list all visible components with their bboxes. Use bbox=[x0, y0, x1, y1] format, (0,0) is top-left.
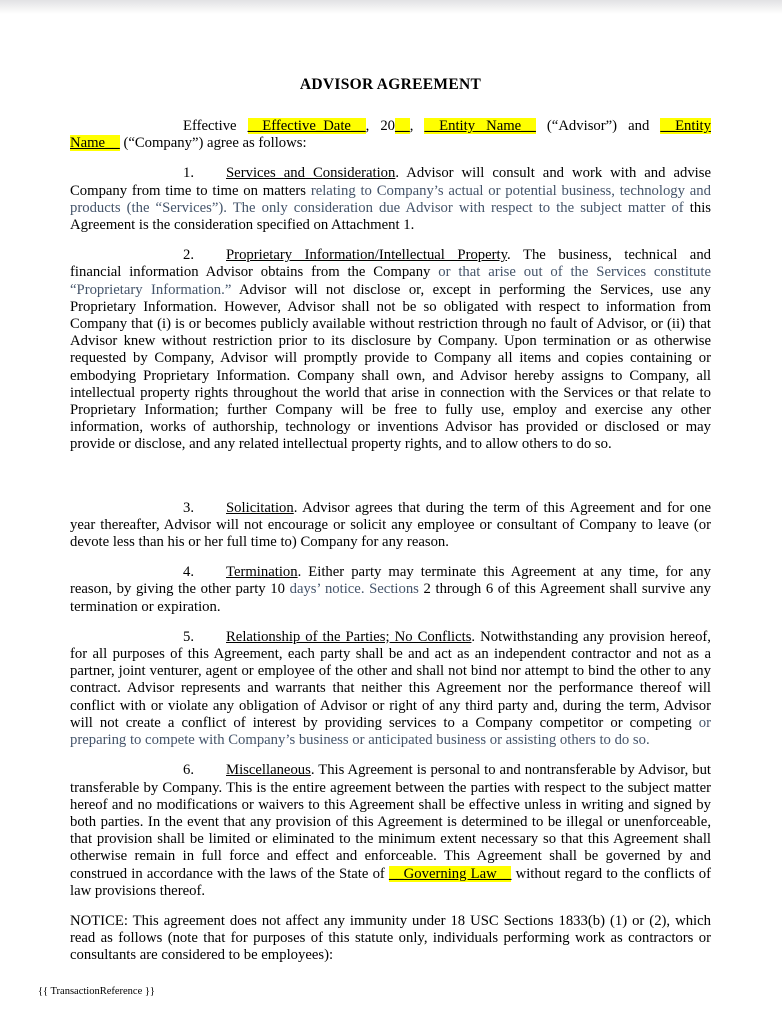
section-2-proprietary-information bbox=[70, 247, 711, 453]
text-run: . Advisor agrees that during the term of this Agreement and for one year thereafter, Advisor will not encourage or solicit any employee or consultant of Company to leave (or devote less than his or her full time to) Company for any reason. bbox=[70, 499, 711, 551]
text-run: (“Company”) agree as follows: bbox=[119, 135, 307, 152]
text-run: Advisor will not disclose or, except in performing the Services, use any Proprietary Information. However, Advisor shall not be so obligated with respect to information from Company that (i) is or becomes publicly available without restriction through no fault of Advisor, or (ii) that Advisor knew without restriction prior to its disclosure by Company. Upon termination or as otherwise requested by Company, Advisor will promptly provide to Company all items and copies containing or embodying Proprietary Information. Company shall own, and Advisor hereby assigns to Company, all intellectual property rights throughout the world that arise in connection with the Services or that relate to Proprietary Information; further Company will be free to fully use, employ and exercise any other information, works of authorship, technology or inventions Advisor has provided or disclosed or may provide or disclose, and any related intellectual property rights, and to allow others to do so. bbox=[70, 281, 711, 453]
text-run: days’ notice. Sections bbox=[289, 581, 419, 598]
effective-date-field[interactable]: __Effective_Date__ bbox=[247, 118, 366, 134]
section-heading: Miscellaneous bbox=[226, 762, 311, 779]
text-run: NOTICE: This agreement does not affect any immunity under 18 USC Sections 1833(b) (1) or (2), which read as follows (note that for purposes of this statute only, individuals performing work as contractors or consultants are considered to be employees): bbox=[70, 912, 711, 964]
transaction-reference: {{ TransactionReference }} bbox=[38, 986, 155, 997]
text-run: . Either party may terminate this Agreement at any time, for any reason, by giving the other party 10 bbox=[70, 564, 711, 598]
text-run: relating to Company’s actual or potential business, technology and products (the “Services”). The only consideration due Advisor with respect to the subject matter of bbox=[70, 182, 711, 216]
document-title: ADVISOR AGREEMENT bbox=[299, 76, 482, 93]
section-number: 4. bbox=[183, 564, 195, 581]
text-run: . The business, technical and financial information Advisor obtains from the Company bbox=[70, 247, 712, 281]
text-run: . Notwithstanding any provision hereof, for all purposes of this Agreement, each party shall be and act as an independent contractor and not as a partner, joint venturer, agent or employee of the other and shall not bind nor attempt to bind the other to any contract. Advisor represents and warrants that neither this Agreement nor the performance thereof will conflict with or violate any obligation of Advisor or right of any third party and, during the term, Advisor will not create a conflict of interest by providing services to a Company competitor or competing bbox=[70, 628, 711, 731]
text-run: (“Advisor”) and bbox=[535, 118, 661, 134]
section-4-termination bbox=[70, 564, 711, 616]
effective-date-paragraph bbox=[70, 118, 711, 152]
text-run: . Advisor will consult and work with and advise Company from time to time on matters bbox=[70, 165, 711, 199]
section-number: 5. bbox=[183, 628, 195, 645]
section-5-relationship-of-the-parties bbox=[70, 629, 711, 749]
section-6-miscellaneous bbox=[70, 762, 711, 900]
text-run: . This Agreement is personal to and nontransferable by Advisor, but transferable by Company. This is the entire agreement between the parties with respect to the subject matter hereof and no modifications or waivers to this Agreement shall be effective unless in writing and signed by both parties. In the event that any provision of this Agreement is determined to be illegal or unenforceable, that provision shall be limited or eliminated to the minimum extent necessary so that this Agreement shall otherwise remain in full force and effect and enforceable. This Agreement shall be governed by and construed in accordance with the laws of the State of bbox=[70, 762, 711, 882]
text-run: or preparing to compete with Company’s business or anticipated business or assisting others to do so. bbox=[70, 714, 711, 749]
section-number: 2. bbox=[183, 247, 195, 264]
section-number: 1. bbox=[183, 165, 195, 182]
notice-paragraph bbox=[70, 913, 711, 965]
section-heading: Services and Consideration bbox=[226, 165, 396, 182]
text-run: without regard to the conflicts of law provisions thereof. bbox=[70, 865, 711, 899]
text-run: or that arise out of the Services constitute “Proprietary Information.” bbox=[70, 264, 711, 298]
entity-name-company-field[interactable]: __Entity Name__ bbox=[70, 118, 711, 152]
section-3-solicitation bbox=[70, 500, 711, 552]
section-number: 6. bbox=[183, 762, 195, 779]
section-heading: Solicitation bbox=[226, 499, 294, 516]
section-heading: Relationship of the Parties; No Conflicts bbox=[226, 628, 472, 645]
governing-law-field[interactable]: __Governing Law__ bbox=[388, 865, 512, 882]
section-number: 3. bbox=[183, 499, 195, 516]
text-run: this Agreement is the consideration specified on Attachment 1. bbox=[70, 199, 711, 234]
section-heading: Termination bbox=[226, 564, 298, 581]
entity-name-advisor-field[interactable]: __Entity Name__ bbox=[424, 118, 536, 134]
section-heading: Proprietary Information/Intellectual Property bbox=[226, 247, 508, 264]
text-run: Effective bbox=[183, 118, 248, 134]
section-1-services-and-consideration bbox=[70, 165, 711, 234]
paragraph-container bbox=[70, 118, 711, 965]
text-run: 2 through 6 of this Agreement shall survive any termination or expiration. bbox=[70, 581, 711, 615]
text-run: , 20 bbox=[365, 118, 396, 134]
text-run: , bbox=[409, 118, 425, 134]
year-field[interactable]: __ bbox=[395, 118, 410, 134]
